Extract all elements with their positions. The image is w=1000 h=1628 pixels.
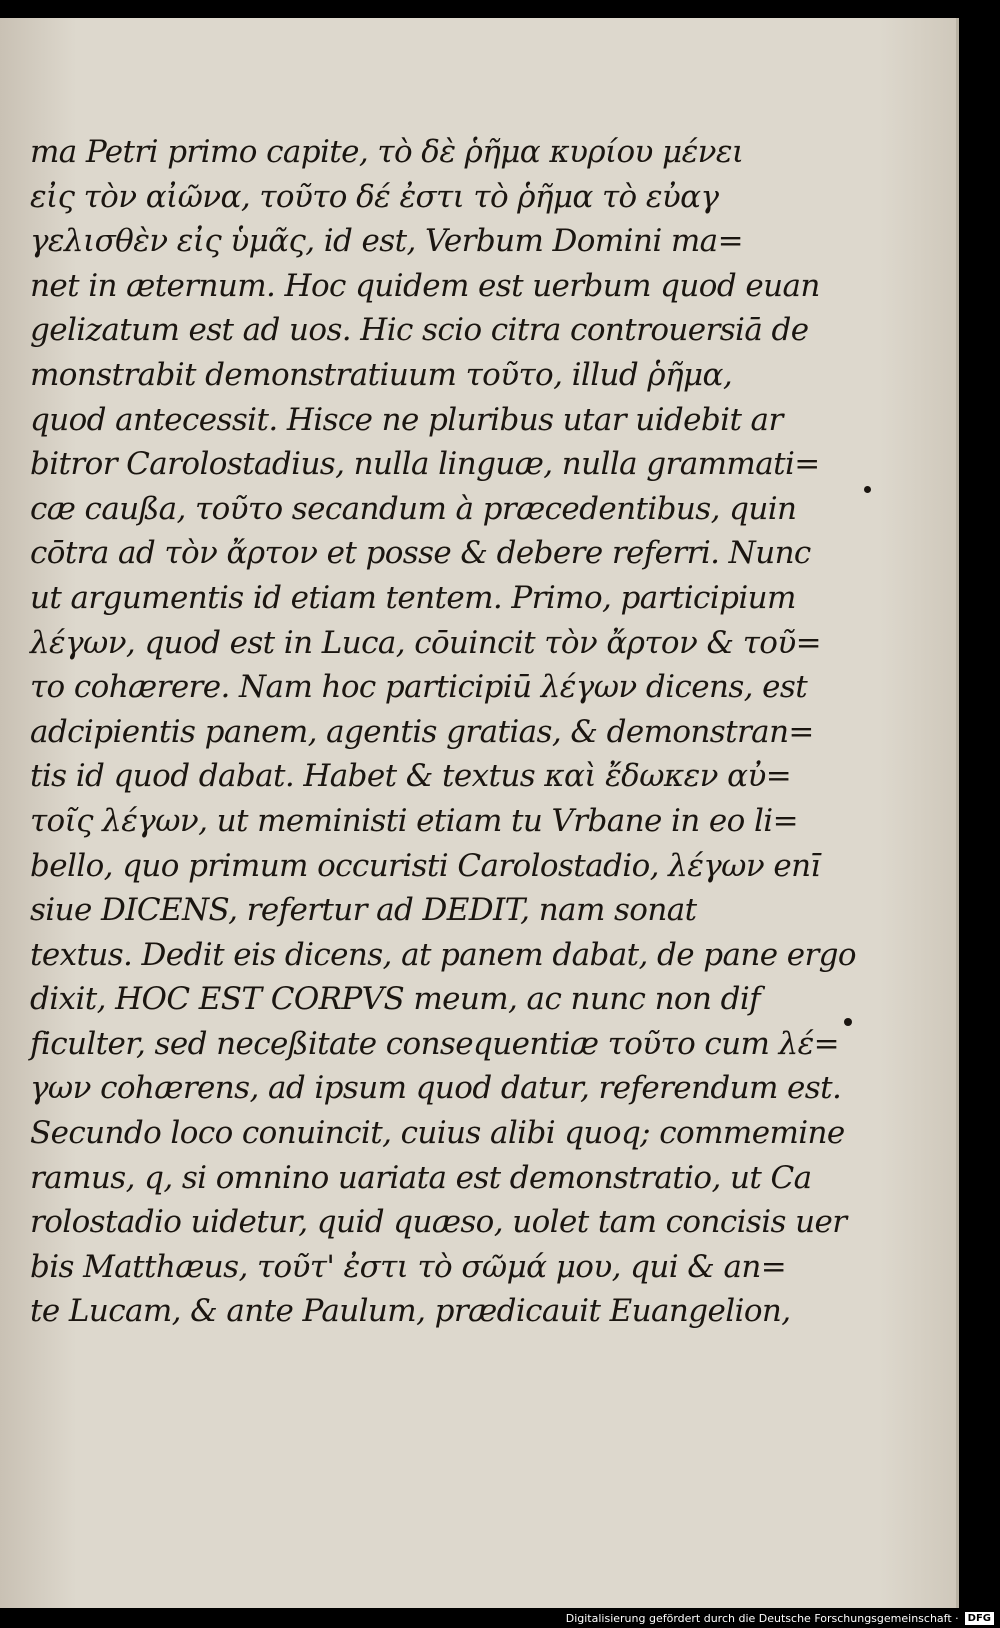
credit-text: Digitalisierung gefördert durch die Deutsche Forschungsgemeinschaft · [565, 1611, 959, 1625]
text-line: gelizatum est ad uos. Hic scio citra controuersiā de [30, 312, 809, 349]
text-line: bis Matthæus, τοῦτ' ἐστι τὸ σῶμά μου, qui & an= [30, 1248, 787, 1285]
text-line: τοῖς λέγων, ut meministi etiam tu Vrbane in eo li= [30, 802, 798, 839]
text-line: ma Petri primo capite, τὸ δὲ ῥῆμα κυρίου μένει [30, 134, 744, 170]
text-line: cōtra ad τὸν ἄρτον et posse & debere referri. Nunc [30, 535, 811, 572]
text-line: εἰς τὸν αἰῶνα, τοῦτο δέ ἐστι τὸ ῥῆμα τὸ εὐαγ [30, 178, 719, 215]
text-line: siue DICENS, refertur ad DEDIT, nam sonat [30, 892, 697, 929]
text-line: adcipientis panem, agentis gratias, & demonstran= [30, 713, 814, 750]
ink-speck [844, 1018, 852, 1026]
text-line: ut argumentis id etiam tentem. Primo, participium [30, 579, 796, 616]
dfg-logo: DFG [965, 1612, 994, 1625]
text-line: bello, quo primum occuristi Carolostadio, λέγων enī [30, 847, 820, 884]
text-line: bitror Carolostadius, nulla linguæ, nulla grammati= [30, 446, 820, 483]
text-line: ficulter, sed neceßitate consequentiæ τοῦτο cum λέ= [30, 1025, 840, 1062]
text-line: dixit, HOC EST CORPVS meum, ac nunc non dif [30, 981, 761, 1018]
text-line: tis id quod dabat. Habet & textus καὶ ἔδωκεν αὐ= [30, 758, 792, 795]
text-line: γων cohærens, ad ipsum quod datur, referendum est. [30, 1070, 842, 1107]
text-line: Secundo loco conuincit, cuius alibi quoq; commemine [30, 1115, 845, 1152]
text-line: ramus, q, si omnino uariata est demonstratio, ut Ca [30, 1159, 812, 1196]
text-line: te Lucam, & ante Paulum, prædicauit Euangelion, [30, 1293, 791, 1330]
text-line: cæ caußa, τοῦτο secandum à præcedentibus, quin [30, 490, 797, 527]
text-line: λέγων, quod est in Luca, cōuincit τὸν ἄρτον & τοῦ= [30, 624, 821, 661]
text-line: γελισθὲν εἰς ὑμᾶς, id est, Verbum Domini ma= [30, 223, 743, 260]
text-line: το cohærere. Nam hoc participiū λέγων dicens, est [30, 669, 808, 706]
book-page [0, 18, 959, 1608]
ink-speck [864, 486, 871, 493]
text-line: textus. Dedit eis dicens, at panem dabat, de pane ergo [30, 936, 856, 973]
page-text [30, 130, 856, 1334]
text-line: net in æternum. Hoc quidem est uerbum quod euan [30, 267, 820, 304]
digitization-credit [566, 1608, 994, 1628]
text-line: monstrabit demonstratiuum τοῦτο, illud ῥῆμα, [30, 356, 733, 393]
text-line: rolostadio uidetur, quid quæso, uolet tam concisis uer [30, 1204, 847, 1241]
text-line: quod antecessit. Hisce ne pluribus utar uidebit ar [30, 401, 783, 438]
